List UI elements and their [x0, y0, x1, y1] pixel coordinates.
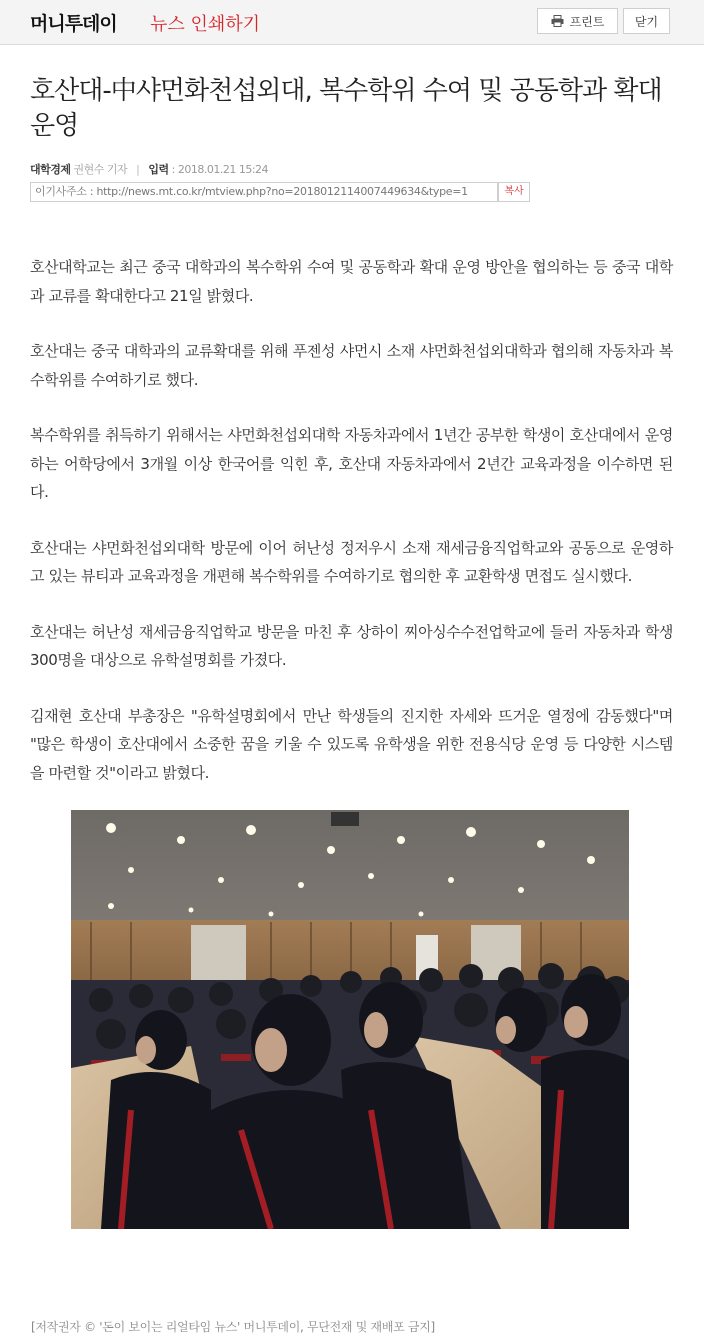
printer-icon: [551, 15, 564, 27]
close-button[interactable]: 닫기: [623, 8, 670, 34]
copyright-notice: [저작권자 © '돈이 보이는 리얼타임 뉴스' 머니투데이, 무단전재 및 재배포 금지]: [31, 1320, 435, 1334]
article-date: 2018.01.21 15:24: [177, 163, 269, 176]
date-colon: :: [171, 163, 178, 176]
article-paragraph: 복수학위를 취득하기 위해서는 샤먼화천섭외대학 자동차과에서 1년간 공부한 학생이 호산대에서 운영하는 어학당에서 3개월 이상 한국어를 익힌 후, 호산대 자동차과에서 2년간 교육과정을 이수하면 된다.: [30, 426, 673, 501]
article-paragraph: 호산대학교는 최근 중국 대학과의 복수학위 수여 및 공동학과 확대 운영 방안을 협의하는 등 중국 대학과 교류를 확대한다고 21일 밝혔다.: [30, 258, 673, 305]
date-label: 입력: [148, 163, 169, 176]
article-paragraph: 호산대는 허난성 재세금융직업학교 방문을 마친 후 상하이 찌아싱수수전업학교에 들러 자동차과 학생 300명을 대상으로 유학설명회를 가졌다.: [30, 622, 673, 669]
url-value: http://news.mt.co.kr/mtview.php?no=2018012114007449634&type=1: [96, 185, 468, 198]
print-button-label: 프린트: [569, 14, 605, 29]
article-url-field[interactable]: [30, 182, 498, 202]
article-paragraph: 호산대는 샤먼화천섭외대학 방문에 이어 허난성 정저우시 소재 재세금융직업학교와 공동으로 운영하고 있는 뷰티과 교육과정을 개편해 복수학위를 수여하기로 협의한 후 교환학생 면접도 실시했다.: [30, 538, 673, 585]
article-paragraph: 김재현 호산대 부총장은 "유학설명회에서 만난 학생들의 진지한 자세와 뜨거운 열정에 감동했다"며 "많은 학생이 호산대에서 소중한 꿈을 키울 수 있도록 유학생을 위한 전용식당 운영 등 다양한 시스템을 마련할 것"이라고 밝혔다.: [30, 706, 673, 782]
print-mode-label: 뉴스 인쇄하기: [150, 14, 261, 35]
meta-divider: |: [136, 163, 140, 176]
copy-url-button[interactable]: 복사: [498, 182, 530, 202]
article-meta: [30, 161, 268, 177]
print-button[interactable]: [537, 8, 618, 34]
top-bar: [0, 0, 704, 45]
article-title: 호산대-中샤먼화천섭외대, 복수학위 수여 및 공동학과 확대 운영: [30, 76, 662, 141]
url-label: 이기사주소 :: [35, 185, 97, 198]
article-reporter: 권현수 기자: [73, 163, 128, 176]
article-paragraph: 호산대는 중국 대학과의 교류확대를 위해 푸젠성 샤먼시 소재 샤먼화천섭외대학과 협의해 자동차과 복수학위를 수여하기로 했다.: [30, 342, 673, 389]
article-body: [30, 253, 673, 814]
article-photo: [71, 810, 629, 1229]
article-section[interactable]: 대학경제: [30, 163, 71, 176]
site-logo[interactable]: 머니투데이: [30, 13, 117, 35]
